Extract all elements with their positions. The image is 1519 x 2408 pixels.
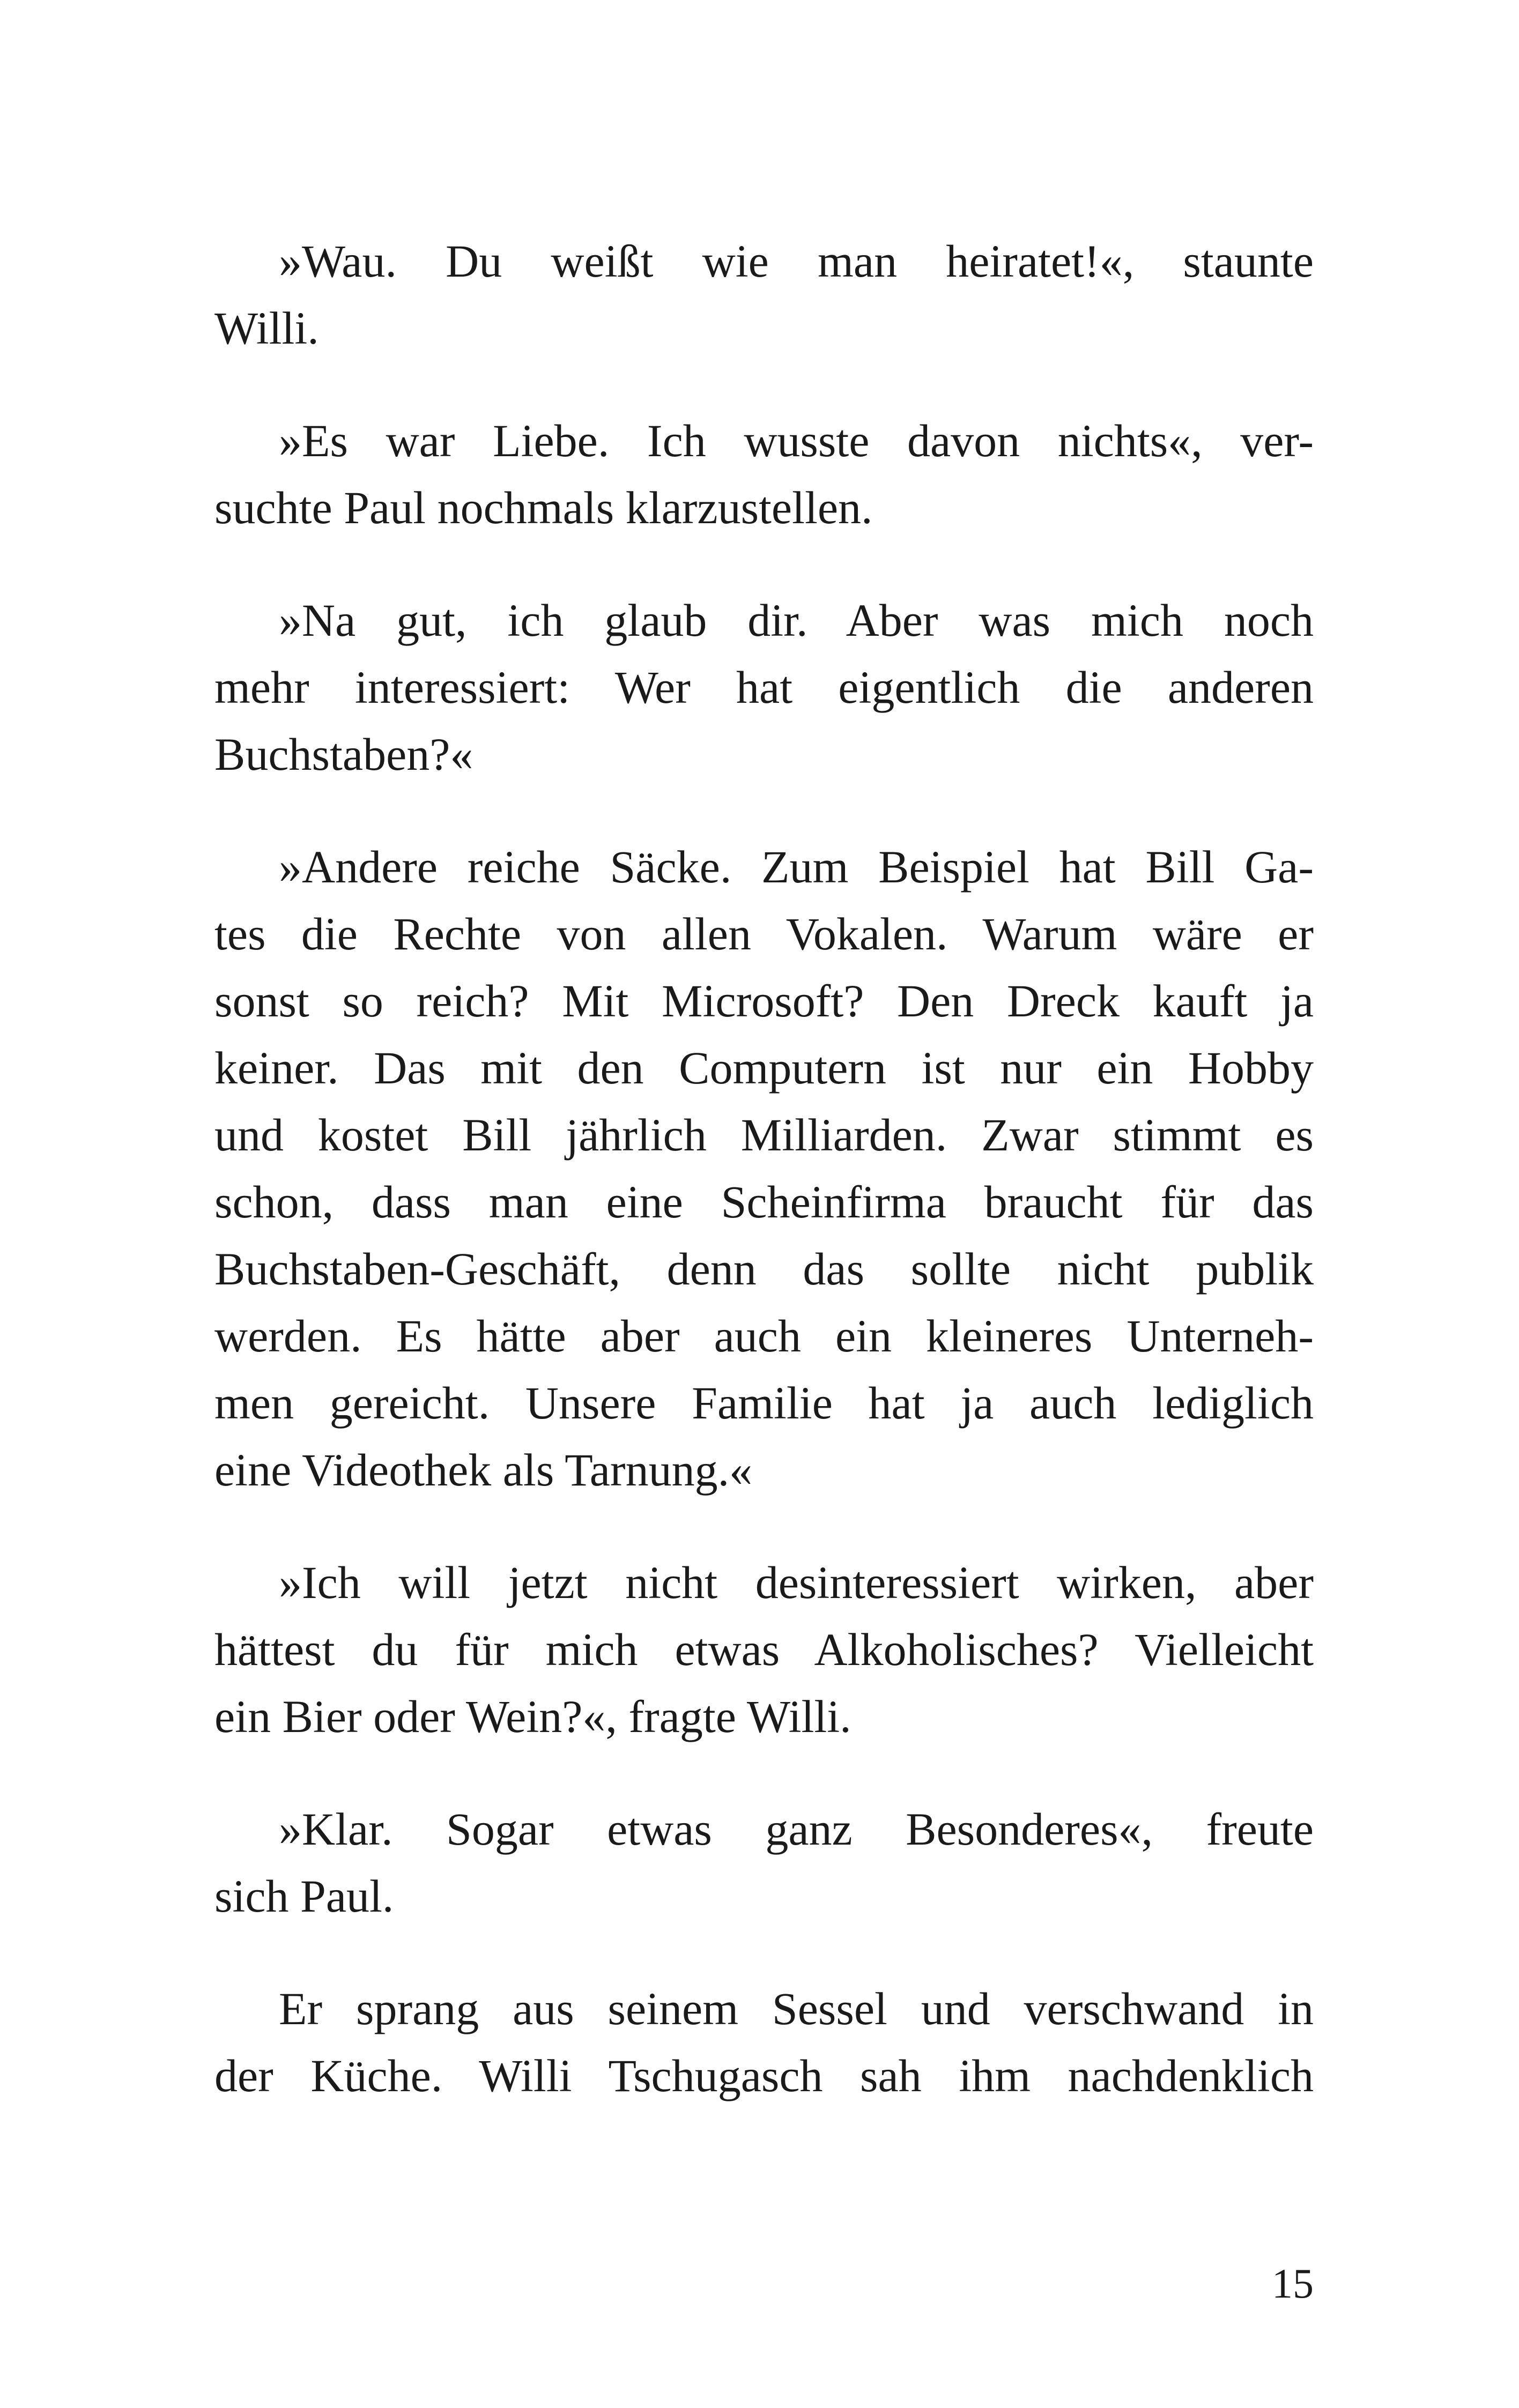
text-line: hättest du für mich etwas Alkoholisches? Vielleicht	[214, 1624, 1314, 1675]
text-line: der Küche. Willi Tschugasch sah ihm nachdenklich	[214, 2050, 1314, 2101]
text-line: eine Videothek als Tarnung.«	[214, 1444, 753, 1496]
text-line: schon, dass man eine Scheinfirma braucht für das	[214, 1176, 1314, 1228]
text-line: »Es war Liebe. Ich wusste davon nichts«, ver-	[279, 415, 1314, 466]
text-line: »Na gut, ich glaub dir. Aber was mich noch	[279, 594, 1314, 646]
text-line: Er sprang aus seinem Sessel und verschwand in	[279, 1983, 1314, 2034]
text-line: sich Paul.	[214, 1870, 394, 1922]
book-page	[214, 0, 1314, 2408]
text-line: sonst so reich? Mit Microsoft? Den Dreck kauft ja	[214, 975, 1314, 1027]
text-line: keiner. Das mit den Computern ist nur ein Hobby	[214, 1042, 1314, 1094]
text-line: »Klar. Sogar etwas ganz Besonderes«, freute	[279, 1803, 1314, 1855]
text-line: tes die Rechte von allen Vokalen. Warum wäre er	[214, 908, 1314, 960]
text-line: Buchstaben-Geschäft, denn das sollte nicht publik	[214, 1243, 1314, 1295]
text-line: mehr interessiert: Wer hat eigentlich die anderen	[214, 662, 1314, 713]
page-number: 15	[1272, 2260, 1314, 2307]
text-line: »Ich will jetzt nicht desinteressiert wirken, aber	[279, 1557, 1314, 1608]
text-line: und kostet Bill jährlich Milliarden. Zwar stimmt es	[214, 1109, 1314, 1161]
text-line: ein Bier oder Wein?«, fragte Willi.	[214, 1691, 851, 1742]
text-line: suchte Paul nochmals klarzustellen.	[214, 482, 873, 533]
text-line: »Wau. Du weißt wie man heiratet!«, staunte	[279, 235, 1314, 287]
text-line: Buchstaben?«	[214, 729, 473, 780]
text-line: werden. Es hätte aber auch ein kleineres Unterneh-	[214, 1310, 1314, 1362]
text-line: »Andere reiche Säcke. Zum Beispiel hat Bill Ga-	[279, 841, 1314, 893]
text-line: Willi.	[214, 302, 319, 354]
text-line: men gereicht. Unsere Familie hat ja auch lediglich	[214, 1377, 1314, 1429]
